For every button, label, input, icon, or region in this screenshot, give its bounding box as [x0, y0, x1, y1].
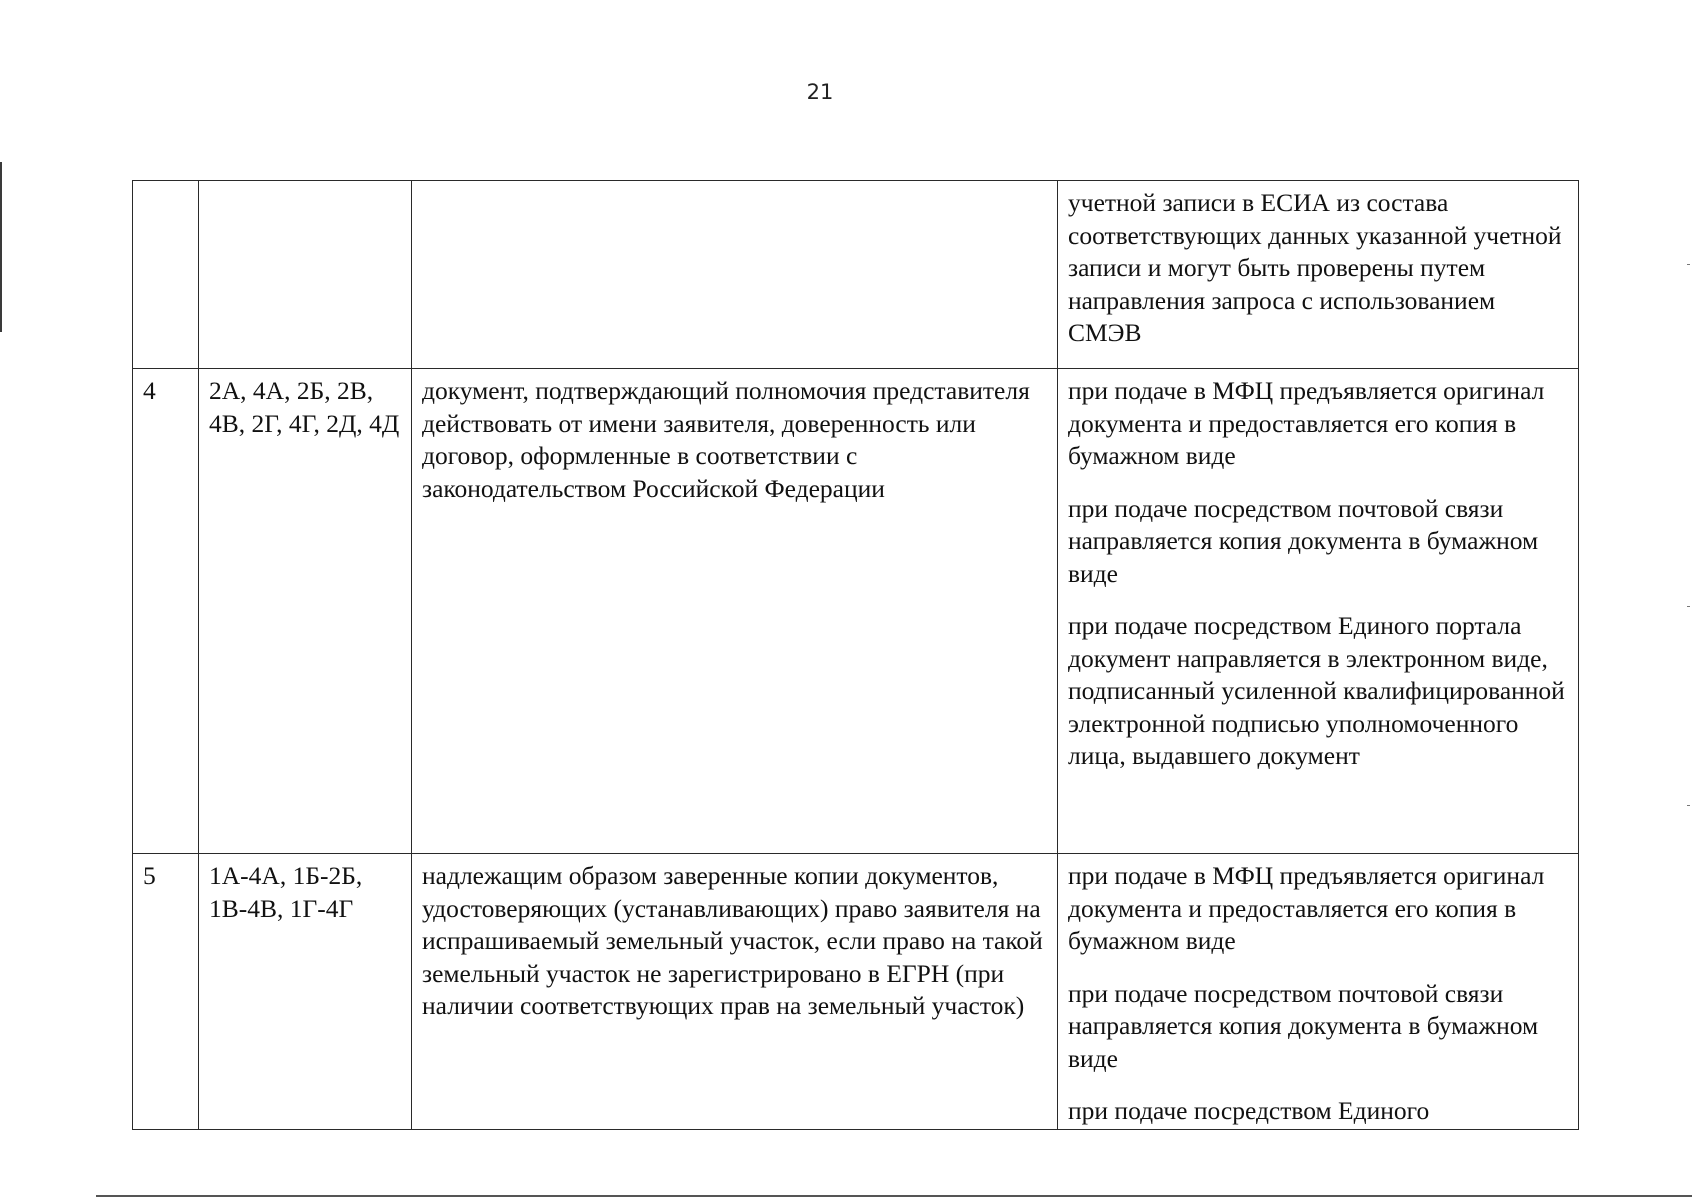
row-number-cell	[133, 181, 199, 369]
submission-methods-cell	[1058, 854, 1579, 1130]
page-bottom-rule	[96, 1195, 1692, 1197]
table-row	[133, 854, 1579, 1130]
applicant-categories-cell: 2А, 4А, 2Б, 2В, 4В, 2Г, 4Г, 2Д, 4Д	[199, 369, 412, 854]
table-row	[133, 181, 1579, 369]
documents-table	[132, 180, 1579, 1130]
table-row	[133, 369, 1579, 854]
document-name-cell	[412, 181, 1058, 369]
scan-edge-line	[0, 162, 2, 332]
applicant-categories-cell: 1А-4А, 1Б-2Б, 1В-4В, 1Г-4Г	[199, 854, 412, 1130]
submission-method-text: при подаче посредством Единого	[1068, 1096, 1430, 1125]
submission-method-text: учетной записи в ЕСИА из состава соответствующих данных указанной учетной записи и могут быть проверены путем направления запроса с использованием СМЭВ	[1068, 188, 1562, 347]
submission-methods-cell	[1058, 369, 1579, 854]
row-number-cell: 5	[133, 854, 199, 1130]
page-number: 21	[806, 80, 834, 104]
applicant-categories-cell	[199, 181, 412, 369]
submission-method-text: при подаче в МФЦ предъявляется оригинал документа и предоставляется его копия в бумажном виде	[1068, 861, 1545, 955]
scan-edge-mark	[1687, 805, 1690, 806]
submission-method-text: при подаче посредством почтовой связи направляется копия документа в бумажном виде	[1068, 493, 1539, 588]
scan-edge-mark	[1687, 264, 1690, 265]
submission-method-text: при подаче посредством Единого портала документ направляется в электронном виде, подписанный усиленной квалифицированной электронной подписью уполномоченного лица, выдавшего документ	[1068, 611, 1565, 770]
scan-edge-mark	[1687, 606, 1690, 607]
submission-method-text: при подаче в МФЦ предъявляется оригинал документа и предоставляется его копия в бумажном виде	[1068, 376, 1545, 470]
document-name-cell: документ, подтверждающий полномочия представителя действовать от имени заявителя, доверенность или договор, оформленные в соответствии с законодательством Российской Федерации	[412, 369, 1058, 854]
submission-methods-cell	[1058, 181, 1579, 369]
document-name-cell: надлежащим образом заверенные копии документов, удостоверяющих (устанавливающих) право заявителя на испрашиваемый земельный участок, если право на такой земельный участок не зарегистрировано в ЕГРН (при наличии соответствующих прав на земельный участок)	[412, 854, 1058, 1130]
submission-method-text: при подаче посредством почтовой связи направляется копия документа в бумажном виде	[1068, 978, 1539, 1073]
row-number-cell: 4	[133, 369, 199, 854]
